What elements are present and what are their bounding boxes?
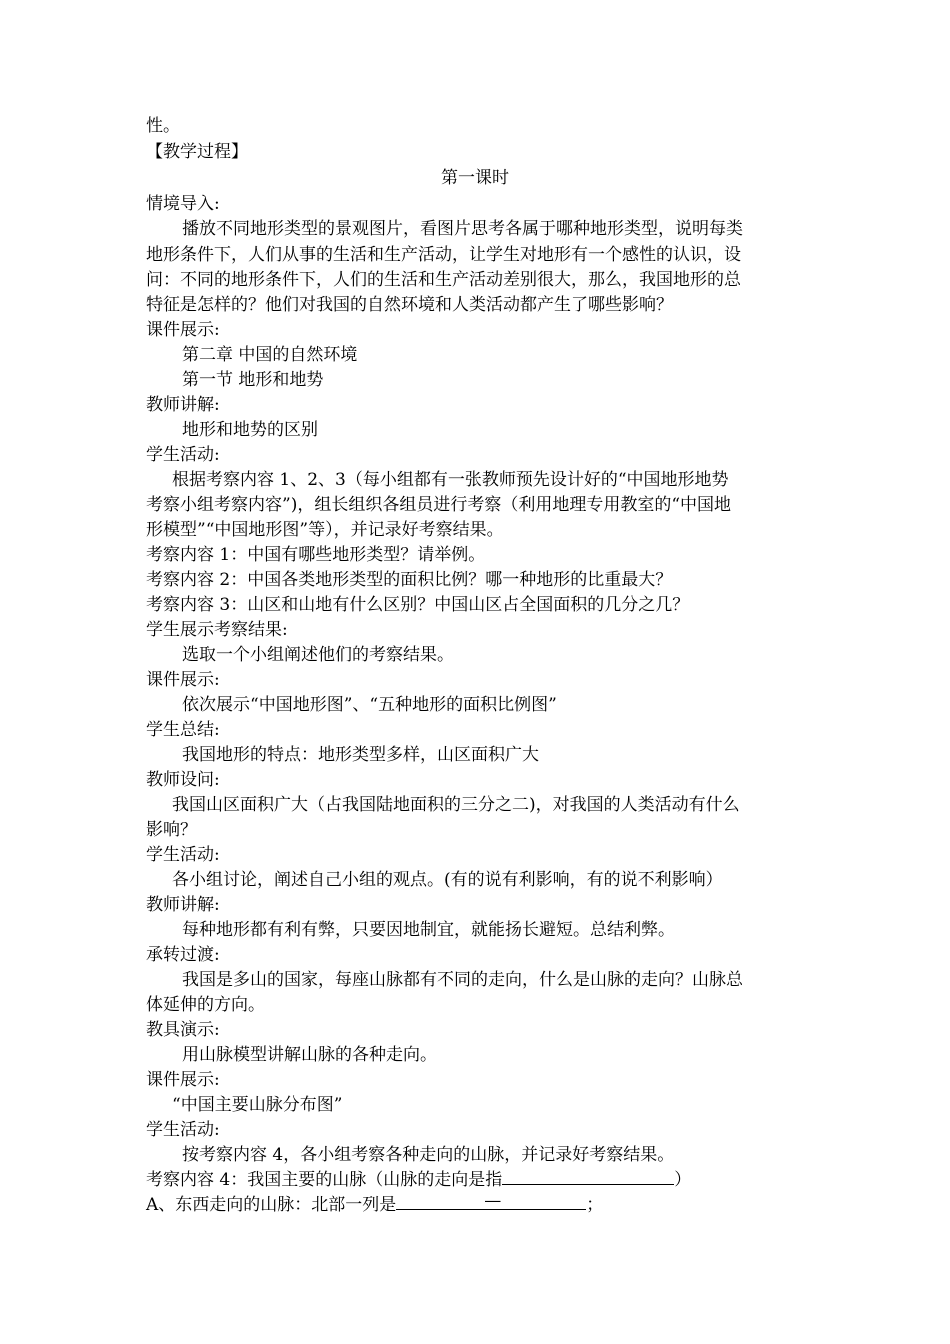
investigation-item-4 (146, 1168, 691, 1192)
subheading: 承转过渡: (146, 945, 220, 965)
paragraph-line: 影响？ (146, 820, 197, 840)
investigation-item: 考察内容 1：中国有哪些地形类型？请举例。 (146, 545, 486, 565)
paragraph-line: 根据考察内容 1、2、3（每小组都有一张教师预先设计好的“中国地形地势 (172, 470, 729, 490)
paragraph-line: 特征是怎样的？他们对我国的自然环境和人类活动都产生了哪些影响？ (146, 295, 673, 315)
paragraph-line: 考察小组考察内容”)，组长组织各组员进行考察（利用地理专用教室的“中国地 (146, 495, 732, 515)
subheading: 教师讲解: (146, 395, 220, 415)
paragraph-line: 地形和地势的区别 (182, 420, 318, 440)
semicolon: ； (586, 1195, 604, 1215)
answer-blank[interactable] (502, 1168, 674, 1185)
investigation-item: 考察内容 3：山区和山地有什么区别？中国山区占全国面积的几分之几？ (146, 595, 690, 615)
paragraph-line: 体延伸的方向。 (146, 995, 265, 1015)
investigation-item: 考察内容 2：中国各类地形类型的面积比例？哪一种地形的比重最大？ (146, 570, 673, 590)
paragraph-line: 地形条件下，人们从事的生活和生产活动，让学生对地形有一个感性的认识，设 (146, 245, 741, 265)
subheading: 学生展示考察结果: (146, 620, 288, 640)
mountain-question (146, 1193, 603, 1217)
subheading: 学生总结: (146, 720, 220, 740)
paragraph-line: 各小组讨论，阐述自己小组的观点。(有的说有利影响，有的说不利影响） (172, 870, 723, 890)
paragraph-line: 每种地形都有利有弊，只要因地制宜，就能扬长避短。总结利弊。 (182, 920, 675, 940)
subheading: 学生活动: (146, 445, 220, 465)
question-text: 考察内容 4：我国主要的山脉（山脉的走向是指 (146, 1170, 503, 1190)
subheading: 课件展示: (146, 320, 220, 340)
chapter-title: 第二章 中国的自然环境 (182, 345, 358, 365)
paragraph-line: 用山脉模型讲解山脉的各种走向。 (182, 1045, 437, 1065)
closing-paren: ） (674, 1170, 692, 1190)
subheading: 学生活动: (146, 845, 220, 865)
subheading: 教师设问: (146, 770, 220, 790)
paragraph-line: “中国主要山脉分布图” (172, 1095, 343, 1115)
subheading: 情境导入: (146, 194, 220, 214)
section-title: 第一节 地形和地势 (182, 370, 324, 390)
paragraph-line: 我国是多山的国家，每座山脉都有不同的走向，什么是山脉的走向？山脉总 (182, 970, 743, 990)
paragraph-line: 依次展示“中国地形图”、“五种地形的面积比例图” (182, 695, 557, 715)
subheading: 课件展示: (146, 1070, 220, 1090)
text-line: 性。 (146, 116, 180, 136)
paragraph-line: 播放不同地形类型的景观图片，看图片思考各属于哪种地形类型，说明每类 (182, 219, 743, 239)
dash-separator: — (484, 1191, 502, 1211)
answer-blank[interactable] (396, 1193, 586, 1210)
paragraph-line: 选取一个小组阐述他们的考察结果。 (182, 645, 454, 665)
section-heading: 【教学过程】 (146, 142, 248, 162)
lesson-title: 第一课时 (441, 168, 509, 188)
paragraph-line: 我国山区面积广大（占我国陆地面积的三分之二)，对我国的人类活动有什么 (172, 795, 740, 815)
paragraph-line: 我国地形的特点：地形类型多样，山区面积广大 (182, 745, 539, 765)
paragraph-line: 问：不同的地形条件下，人们的生活和生产活动差别很大，那么，我国地形的总 (146, 270, 741, 290)
paragraph-line: 形模型”“中国地形图”等），并记录好考察结果。 (146, 520, 504, 540)
subheading: 教师讲解: (146, 895, 220, 915)
subheading: 课件展示: (146, 670, 220, 690)
paragraph-line: 按考察内容 4，各小组考察各种走向的山脉，并记录好考察结果。 (182, 1145, 675, 1165)
question-text: A、东西走向的山脉：北部一列是 (146, 1195, 397, 1215)
subheading: 教具演示: (146, 1020, 220, 1040)
subheading: 学生活动: (146, 1120, 220, 1140)
